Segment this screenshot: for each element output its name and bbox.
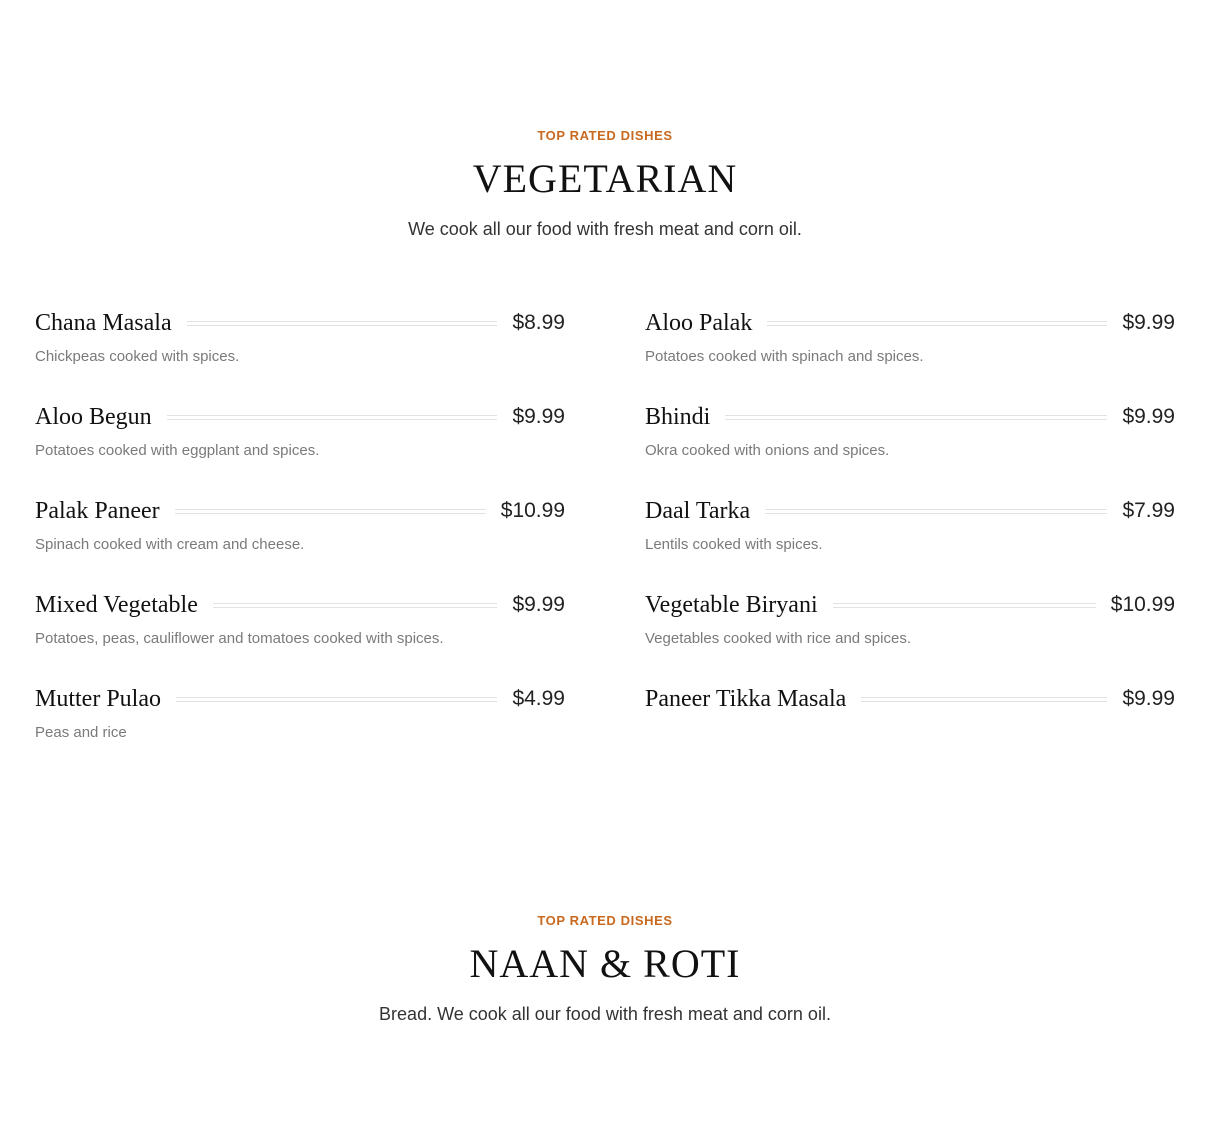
menu-item-name: Daal Tarka bbox=[645, 497, 751, 524]
menu-item-description: Vegetables cooked with rice and spices. bbox=[645, 630, 911, 647]
menu-item-divider bbox=[187, 321, 498, 326]
menu-item-name: Aloo Palak bbox=[645, 309, 753, 336]
menu-item-price: $9.99 bbox=[512, 405, 565, 428]
menu-item[interactable] bbox=[35, 681, 565, 775]
menu-item-divider bbox=[833, 603, 1096, 608]
menu-item-price: $9.99 bbox=[1122, 405, 1175, 428]
section-subtitle: Bread. We cook all our food with fresh meat and corn oil. bbox=[379, 1004, 831, 1024]
menu-item-price: $10.99 bbox=[500, 499, 565, 522]
section-title: NAAN & ROTI bbox=[469, 941, 741, 986]
menu-item-description: Chickpeas cooked with spices. bbox=[35, 348, 240, 365]
menu-item[interactable] bbox=[35, 587, 565, 681]
section-subtitle: We cook all our food with fresh meat and corn oil. bbox=[408, 219, 802, 239]
menu-item[interactable] bbox=[645, 681, 1175, 775]
menu-item-name: Vegetable Biryani bbox=[645, 591, 818, 618]
menu-item[interactable] bbox=[35, 305, 565, 399]
menu-item-divider bbox=[175, 509, 486, 514]
menu-item[interactable] bbox=[645, 587, 1175, 681]
menu-item-name: Paneer Tikka Masala bbox=[645, 685, 847, 712]
menu-item-description: Potatoes, peas, cauliflower and tomatoes cooked with spices. bbox=[35, 630, 444, 647]
menu-item-name: Palak Paneer bbox=[35, 497, 160, 524]
section-title: VEGETARIAN bbox=[472, 156, 738, 201]
menu-item-divider bbox=[765, 509, 1107, 514]
menu-item-description: Potatoes cooked with spinach and spices. bbox=[645, 348, 924, 365]
vegetarian-menu-list bbox=[35, 305, 1175, 775]
menu-item[interactable] bbox=[645, 493, 1175, 587]
menu-item-name: Chana Masala bbox=[35, 309, 172, 336]
menu-item-name: Mutter Pulao bbox=[35, 685, 161, 712]
menu-item[interactable] bbox=[35, 399, 565, 493]
menu-item-divider bbox=[861, 697, 1107, 702]
menu-item-price: $10.99 bbox=[1110, 593, 1175, 616]
naan-roti-header bbox=[0, 913, 1210, 1025]
menu-item-divider bbox=[725, 415, 1107, 420]
menu-item-price: $9.99 bbox=[512, 593, 565, 616]
menu-item-price: $4.99 bbox=[512, 687, 565, 710]
menu-item-description: Lentils cooked with spices. bbox=[645, 536, 823, 553]
section-eyebrow: TOP RATED DISHES bbox=[537, 128, 673, 143]
menu-item-name: Aloo Begun bbox=[35, 403, 152, 430]
menu-item-name: Bhindi bbox=[645, 403, 711, 430]
menu-item-description: Potatoes cooked with eggplant and spices. bbox=[35, 442, 320, 459]
section-eyebrow: TOP RATED DISHES bbox=[537, 913, 673, 928]
menu-item-divider bbox=[176, 697, 497, 702]
menu-item-description: Spinach cooked with cream and cheese. bbox=[35, 536, 305, 553]
vegetarian-header bbox=[0, 128, 1210, 240]
menu-item-description: Okra cooked with onions and spices. bbox=[645, 442, 890, 459]
menu-item[interactable] bbox=[645, 305, 1175, 399]
menu-item-name: Mixed Vegetable bbox=[35, 591, 198, 618]
menu-item-price: $9.99 bbox=[1122, 311, 1175, 334]
menu-item[interactable] bbox=[645, 399, 1175, 493]
menu-item-divider bbox=[213, 603, 498, 608]
menu-item[interactable] bbox=[35, 493, 565, 587]
menu-item-price: $7.99 bbox=[1122, 499, 1175, 522]
menu-item-divider bbox=[167, 415, 498, 420]
menu-item-price: $9.99 bbox=[1122, 687, 1175, 710]
menu-item-description: Peas and rice bbox=[35, 724, 127, 741]
menu-item-divider bbox=[767, 321, 1107, 326]
menu-item-price: $8.99 bbox=[512, 311, 565, 334]
